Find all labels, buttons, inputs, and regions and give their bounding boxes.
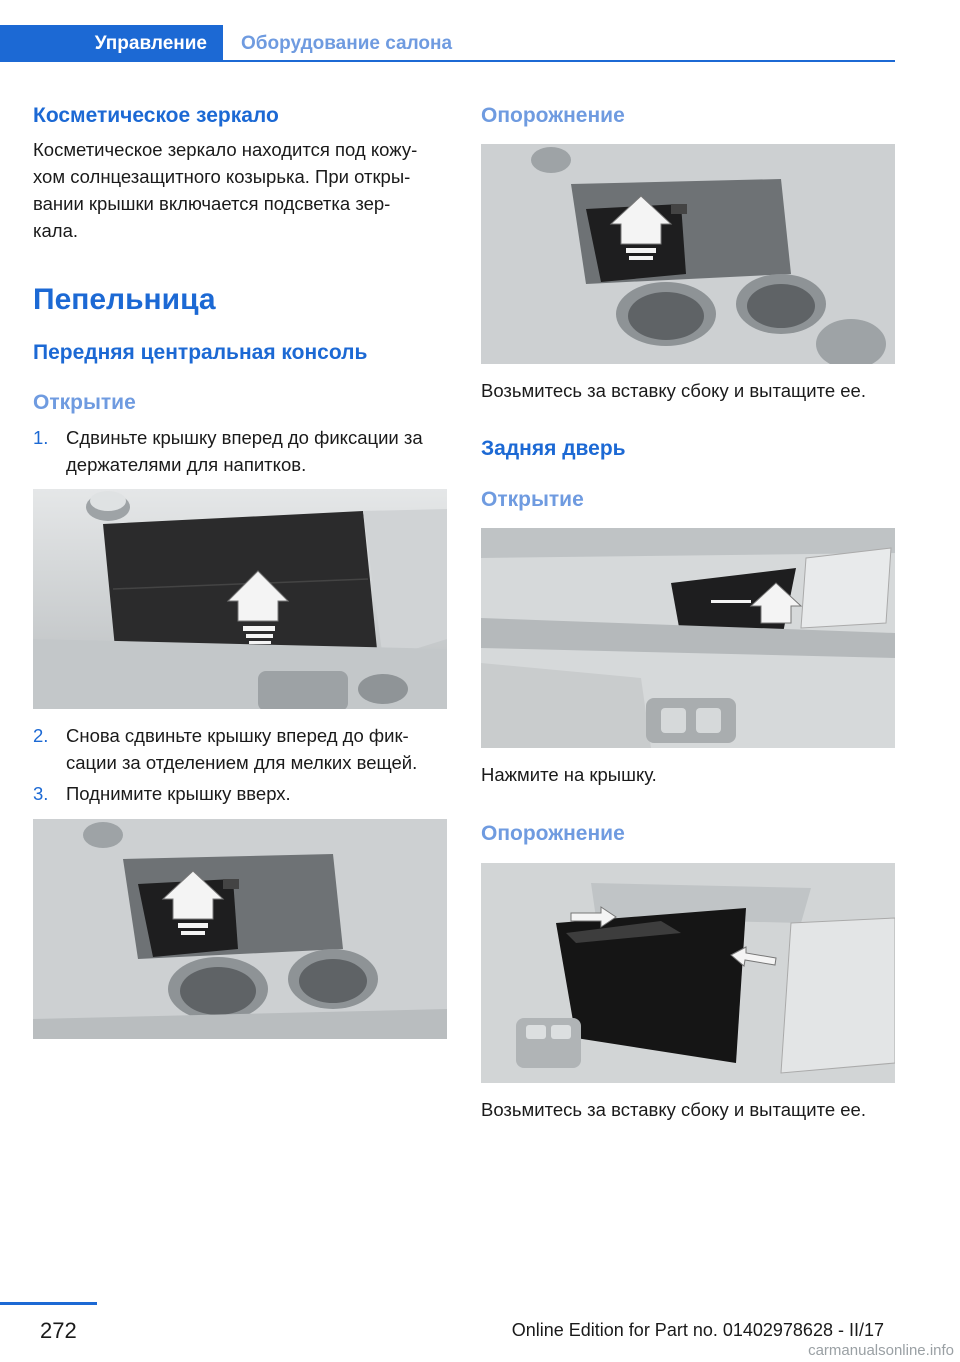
watermark: carmanualsonline.info <box>808 1342 954 1359</box>
caption-press-lid: Нажмите на крышку. <box>481 764 657 785</box>
figure-ashtray-lift <box>33 819 447 1039</box>
empty-heading-1: Опорожнение <box>481 104 625 127</box>
step-1-line-2: держателями для напитков. <box>66 454 307 475</box>
figure-rear-ashtray-remove <box>481 863 895 1083</box>
rear-open-heading: Открытие <box>481 488 584 511</box>
page-number: 272 <box>40 1318 77 1343</box>
header-tab-interior-equipment-label: Оборудование салона <box>241 32 453 54</box>
figure-ashtray-remove-front <box>481 144 895 364</box>
figure-console-lid-slide <box>33 489 447 709</box>
front-open-heading: Открытие <box>33 391 136 414</box>
edition-note: Online Edition for Part no. 01402978628 - II/17 <box>511 1320 884 1340</box>
step-2-line-1: Снова сдвиньте крышку вперед до фик‐ <box>66 725 409 746</box>
step-3-line-1: Поднимите крышку вверх. <box>66 783 291 804</box>
mirror-text-line-1: Косметическое зеркало находится под кожу‐ <box>33 139 418 160</box>
step-1-number: 1. <box>33 427 49 448</box>
footer-divider <box>0 1302 97 1305</box>
header-divider <box>223 60 895 62</box>
step-2-number: 2. <box>33 725 49 746</box>
empty-heading-2: Опорожнение <box>481 822 625 845</box>
mirror-heading: Косметическое зеркало <box>33 104 279 127</box>
step-1-line-1: Сдвиньте крышку вперед до фиксации за <box>66 427 423 448</box>
header-tab-interior-equipment[interactable] <box>241 25 452 62</box>
step-3-number: 3. <box>33 783 49 804</box>
rear-door-heading: Задняя дверь <box>481 437 626 460</box>
mirror-text-line-4: кала. <box>33 220 79 241</box>
mirror-text-line-3: вании крышки включается подсветка зер‐ <box>33 193 391 214</box>
caption-remove-insert-1: Возьмитесь за вставку сбоку и вытащите ее. <box>481 380 866 401</box>
ashtray-heading: Пепельница <box>33 283 216 316</box>
header-tab-controls[interactable] <box>0 25 223 62</box>
mirror-text-line-2: хом солнцезащитного козырька. При откры‐ <box>33 166 411 187</box>
caption-remove-insert-2: Возьмитесь за вставку сбоку и вытащите ее. <box>481 1099 866 1120</box>
front-console-heading: Передняя центральная консоль <box>33 341 368 364</box>
step-2-line-2: сации за отделением для мелких вещей. <box>66 752 418 773</box>
figure-rear-door-press-lid <box>481 528 895 748</box>
header-tab-controls-label: Управление <box>94 32 207 54</box>
